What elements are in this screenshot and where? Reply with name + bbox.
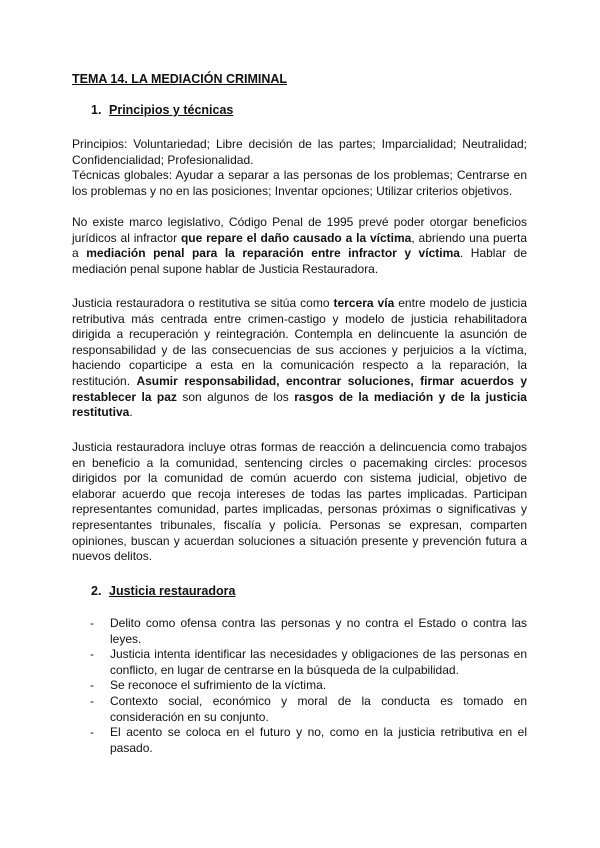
bold-run: que repare el daño causado a la víctima [180, 230, 412, 245]
list-item [72, 694, 527, 725]
section-heading-justicia [91, 584, 235, 598]
list-item [72, 678, 527, 694]
bullet-marker: - [90, 616, 94, 630]
bold-run: rasgos de la mediación y de la justicia restitutiva [72, 389, 527, 420]
section-title: Principios y técnicas [109, 103, 234, 117]
tecnicas-text: Técnicas globales: Ayudar a separar a las personas de los problemas; Centrarse en los problemas y no en las posiciones; Inventar opciones; Utilizar criterios objetivos. [72, 168, 527, 198]
list-item-text: Se reconoce el sufrimiento de la víctima. [110, 678, 327, 693]
text-run: Justicia restauradora o restitutiva se sitúa como [72, 296, 334, 310]
list-item-text: El acento se coloca en el futuro y no, como en la justicia retributiva en el pasado. [110, 725, 527, 755]
list-item-text: Contexto social, económico y moral de la conducta es tomado en consideración en su conjunto. [110, 693, 527, 724]
section-number: 2. [91, 584, 102, 598]
list-item [72, 725, 527, 756]
bullet-marker: - [90, 647, 94, 662]
list-item [72, 647, 527, 678]
section-number: 1. [91, 103, 102, 117]
bullet-marker: - [90, 693, 94, 708]
text-run: entre modelo de justicia retributiva más centrada entre crimen-castigo y modelo de justicia rehabilitadora dirigida a recuperación y reintegración. Contempla en delincuente la asunción de responsabilidad y de las consecuencias de sus acciones y perjuicios a la víctima, haciendo coparticipe a esta en la comunicación respecto a la reparación, la restitución. [72, 296, 528, 388]
text-run: . Hablar de mediación penal supone hablar de Justicia Restauradora. [72, 246, 528, 276]
principios-paragraph [72, 137, 527, 199]
document-title: TEMA 14. LA MEDIACIÓN CRIMINAL [72, 72, 288, 86]
section-heading-principios [91, 103, 233, 117]
bullet-marker: - [90, 725, 94, 740]
bullet-list [72, 616, 527, 756]
bold-run: Asumir responsabilidad, encontrar soluciones, firmar acuerdos y restablecer la paz [72, 373, 527, 404]
bold-run: mediación penal para la reparación entre infractor y víctima [86, 246, 460, 261]
list-item [72, 616, 527, 647]
justicia-restitutiva-paragraph [72, 296, 527, 421]
marco-legislativo-paragraph [72, 215, 527, 277]
list-item-text: Justicia intenta identificar las necesidades y obligaciones de las personas en conflicto, en lugar de centrarse en la búsqueda de la culpabilidad. [110, 647, 527, 677]
text-run: . [129, 405, 133, 420]
bold-run: tercera vía [333, 296, 395, 310]
principios-text: Principios: Voluntariedad; Libre decisión de las partes; Imparcialidad; Neutralidad; Confidencialidad; Profesionalidad. [72, 137, 527, 167]
bullet-marker: - [90, 678, 94, 693]
text-run: son algunos de los [176, 389, 295, 404]
text-run: , abriendo una puerta a [72, 230, 527, 261]
otras-formas-paragraph: Justicia restauradora incluye otras formas de reacción a delincuencia como trabajos en beneficio a la comunidad, sentencing circles o pacemaking circles: procesos dirigidos por la comunidad de común acuerdo con sistema judicial, objetivo de elaborar acuerdo que recoja intereses de todas las partes implicadas. Participan representantes comunidad, partes implicadas, personas próximas o significativas y representantes tribunales, fiscalía y policía. Personas se expresan, comparten opiniones, buscan y acuerdan soluciones a situación presente y prevención futura a nuevos delitos. [72, 440, 527, 564]
section-title: Justicia restauradora [109, 584, 236, 598]
text-run: No existe marco legislativo, Código Penal de 1995 prevé poder otorgar beneficios jurídicos al infractor [72, 215, 527, 245]
list-item-text: Delito como ofensa contra las personas y no contra el Estado o contra las leyes. [110, 616, 527, 646]
